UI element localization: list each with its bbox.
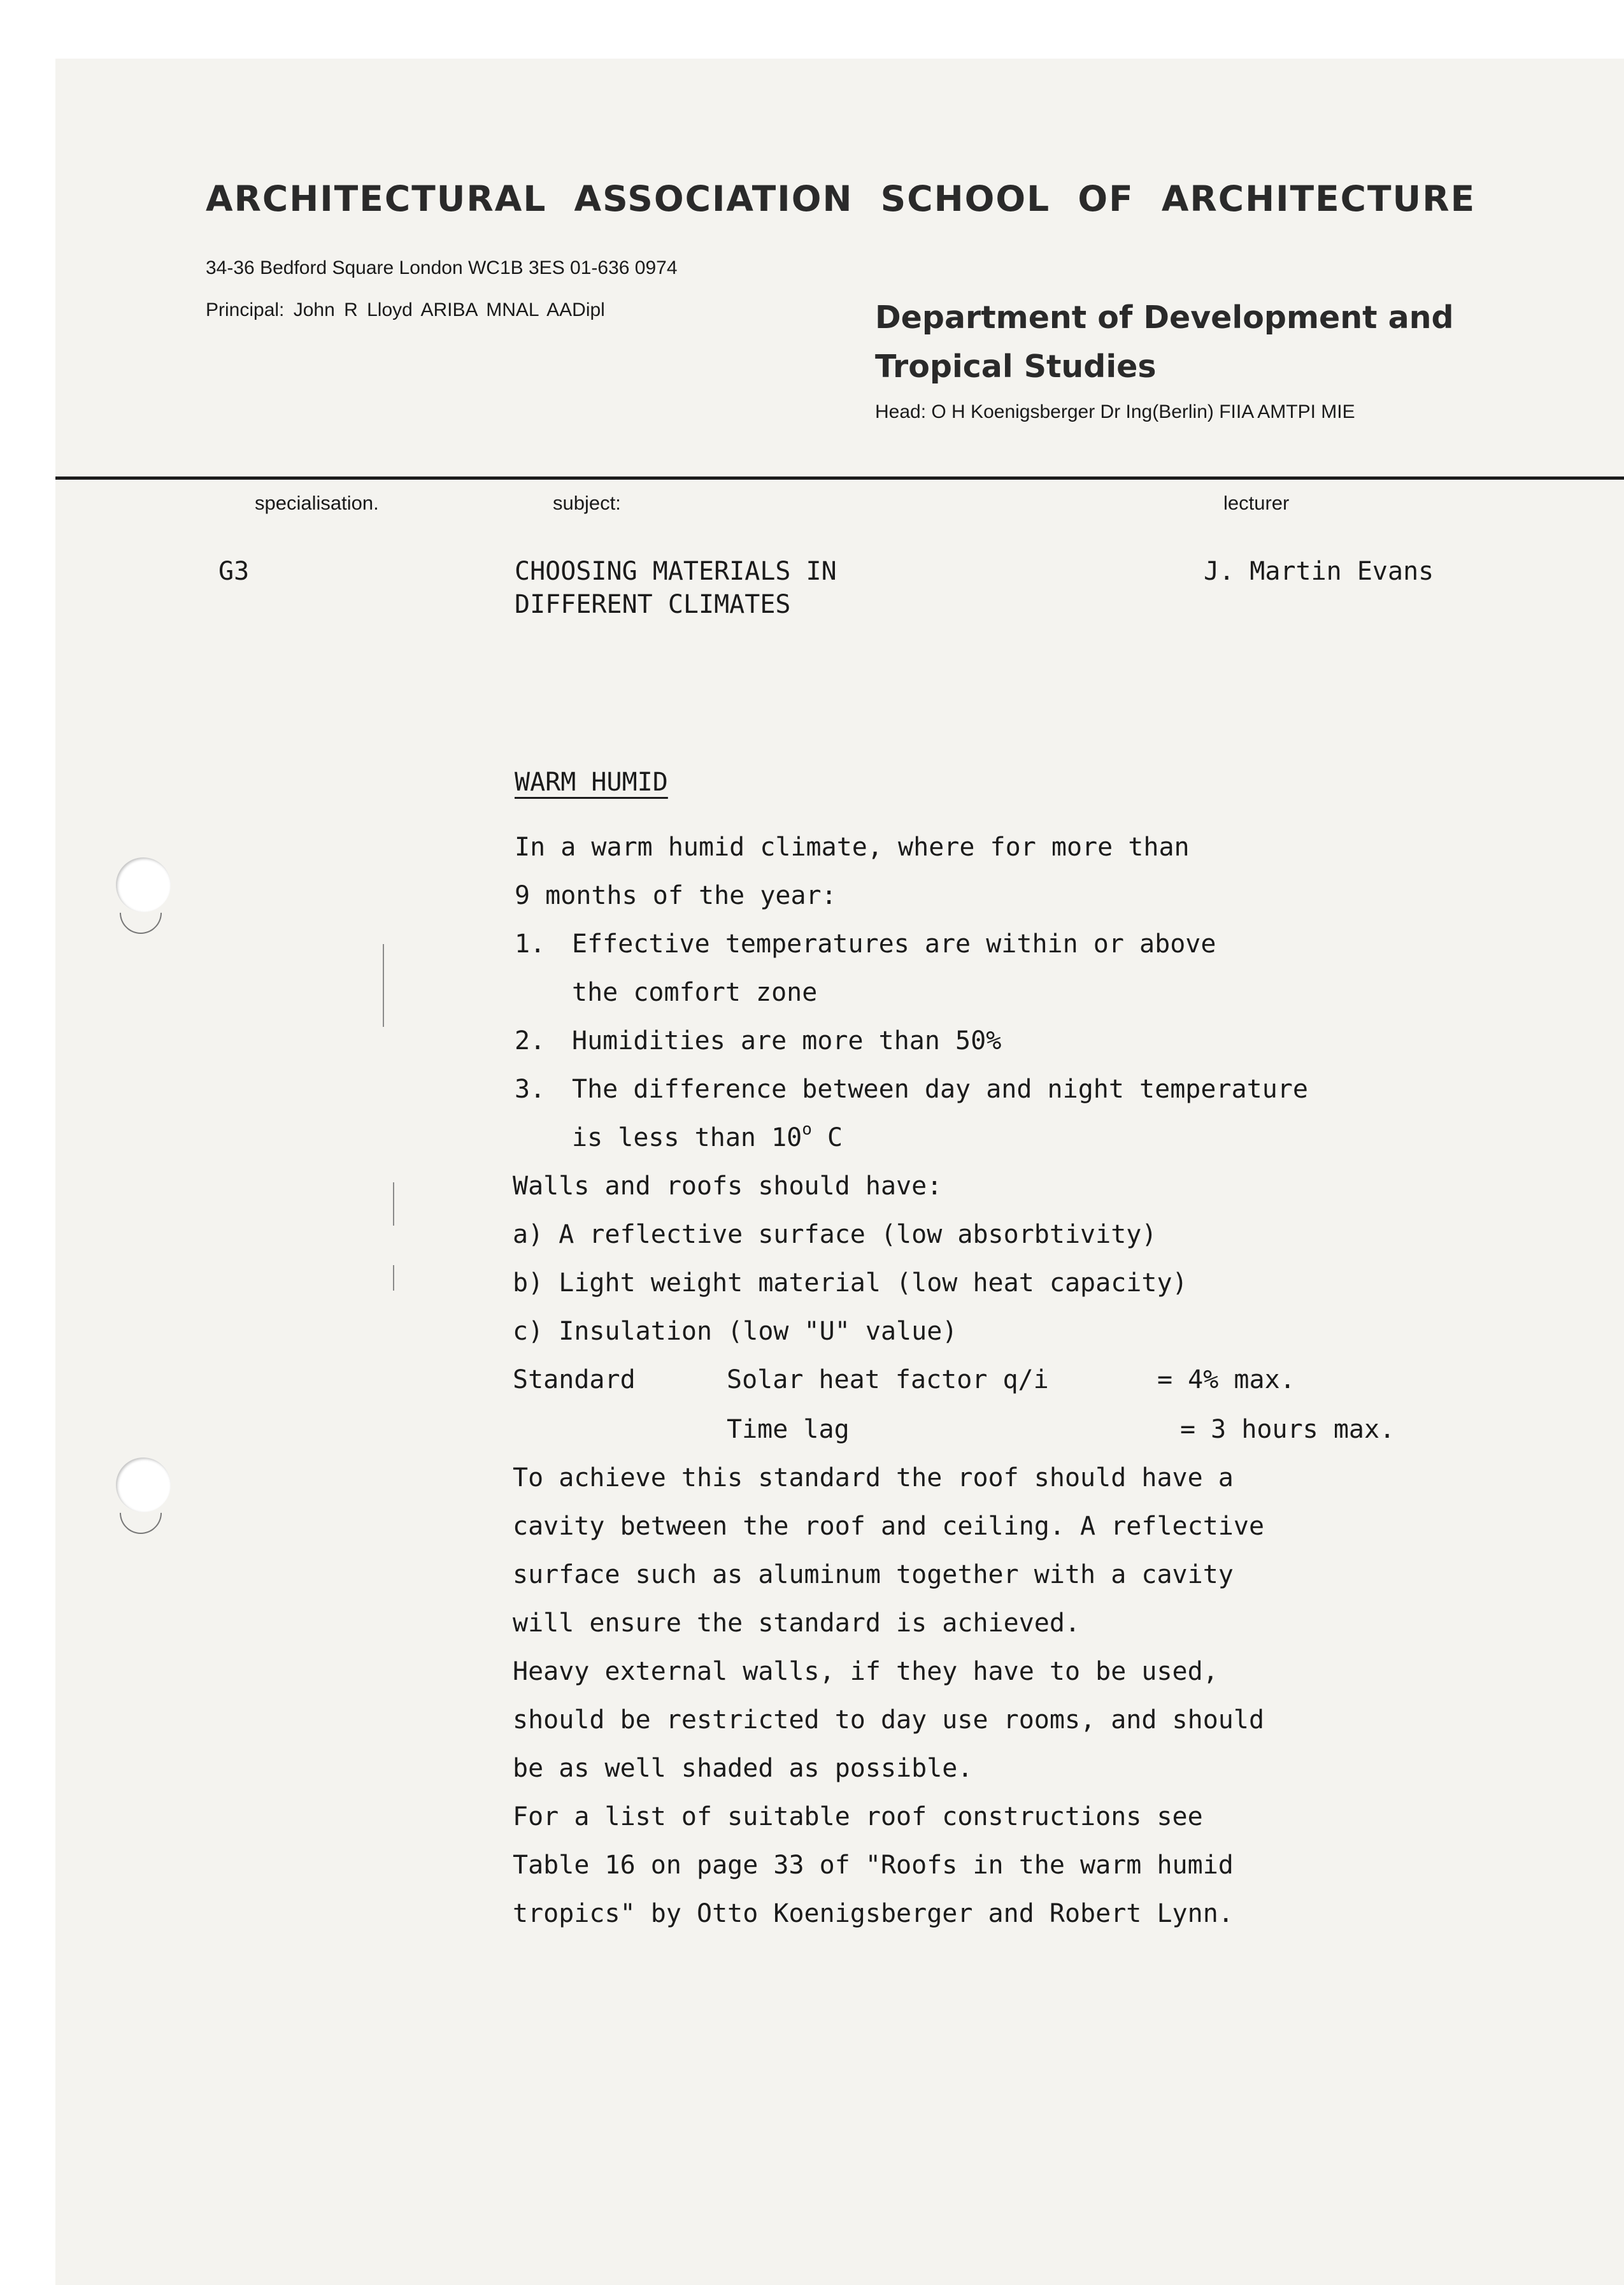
list-item-1-line-2: the comfort zone	[572, 978, 818, 1007]
margin-mark	[383, 944, 384, 1027]
paragraph-3-line-1: For a list of suitable roof constructions see	[513, 1802, 1203, 1831]
degree-sign: o	[802, 1120, 812, 1139]
paragraph-1-line-2: cavity between the roof and ceiling. A reflective	[513, 1512, 1265, 1541]
header-rule	[55, 476, 1624, 480]
standard-2-value: = 3 hours max.	[1180, 1415, 1395, 1444]
list-number-3: 3.	[515, 1075, 546, 1104]
paragraph-3-line-2: Table 16 on page 33 of "Roofs in the warm humid	[513, 1851, 1234, 1880]
department-name-line1: Department of Development and	[875, 299, 1454, 336]
department-head: Head: O H Koenigsberger Dr Ing(Berlin) FIIA AMTPI MIE	[875, 401, 1355, 422]
margin-mark	[393, 1182, 394, 1226]
list-item-1-line-1: Effective temperatures are within or above	[572, 929, 1216, 959]
requirement-c: c) Insulation (low "U" value)	[513, 1317, 958, 1346]
requirement-a: a) A reflective surface (low absorbtivity)	[513, 1220, 1157, 1249]
subject-line-1: CHOOSING MATERIALS IN	[515, 557, 837, 586]
subject-label: subject:	[553, 492, 621, 514]
standard-1-name: Solar heat factor q/i	[727, 1365, 1049, 1394]
section-heading: WARM HUMID	[515, 768, 668, 797]
standard-1-value: = 4% max.	[1157, 1365, 1295, 1394]
paragraph-1-line-4: will ensure the standard is achieved.	[513, 1608, 1081, 1638]
specialisation-label: specialisation.	[255, 492, 379, 514]
specialisation-value: G3	[218, 557, 250, 586]
department-name-line2: Tropical Studies	[875, 348, 1157, 385]
paragraph-1-line-3: surface such as aluminum together with a cavity	[513, 1560, 1234, 1589]
subject-line-2: DIFFERENT CLIMATES	[515, 590, 791, 619]
requirements-intro: Walls and roofs should have:	[513, 1171, 943, 1201]
lecturer-label: lecturer	[1223, 492, 1290, 514]
temperature-unit: C	[811, 1123, 843, 1152]
paragraph-3-line-3: tropics" by Otto Koenigsberger and Robert Lynn.	[513, 1899, 1234, 1928]
intro-line-2: 9 months of the year:	[515, 881, 837, 910]
intro-line-1: In a warm humid climate, where for more than	[515, 833, 1190, 862]
letterhead-address: 34-36 Bedford Square London WC1B 3ES 01-636 0974	[206, 257, 678, 278]
letterhead-principal: Principal: John R Lloyd ARIBA MNAL AADipl	[206, 299, 605, 320]
requirement-b: b) Light weight material (low heat capacity)	[513, 1268, 1188, 1298]
paragraph-2-line-2: should be restricted to day use rooms, and should	[513, 1705, 1265, 1735]
list-number-1: 1.	[515, 929, 546, 959]
list-item-3-line-1: The difference between day and night temperature	[572, 1075, 1308, 1104]
lecturer-value: J. Martin Evans	[1204, 557, 1434, 586]
margin-mark	[393, 1265, 394, 1291]
paragraph-2-line-3: be as well shaded as possible.	[513, 1754, 973, 1783]
standard-2-name: Time lag	[727, 1415, 850, 1444]
paragraph-2-line-1: Heavy external walls, if they have to be used,	[513, 1657, 1218, 1686]
list-item-3-line-2	[572, 1120, 843, 1152]
standard-label: Standard	[513, 1365, 636, 1394]
list-item-2: Humidities are more than 50%	[572, 1026, 1002, 1056]
paragraph-1-line-1: To achieve this standard the roof should have a	[513, 1463, 1234, 1493]
list-number-2: 2.	[515, 1026, 546, 1056]
letterhead-title: ARCHITECTURAL ASSOCIATION SCHOOL OF ARCHITECTURE	[206, 178, 1476, 219]
temperature-text: is less than 10	[572, 1123, 802, 1152]
